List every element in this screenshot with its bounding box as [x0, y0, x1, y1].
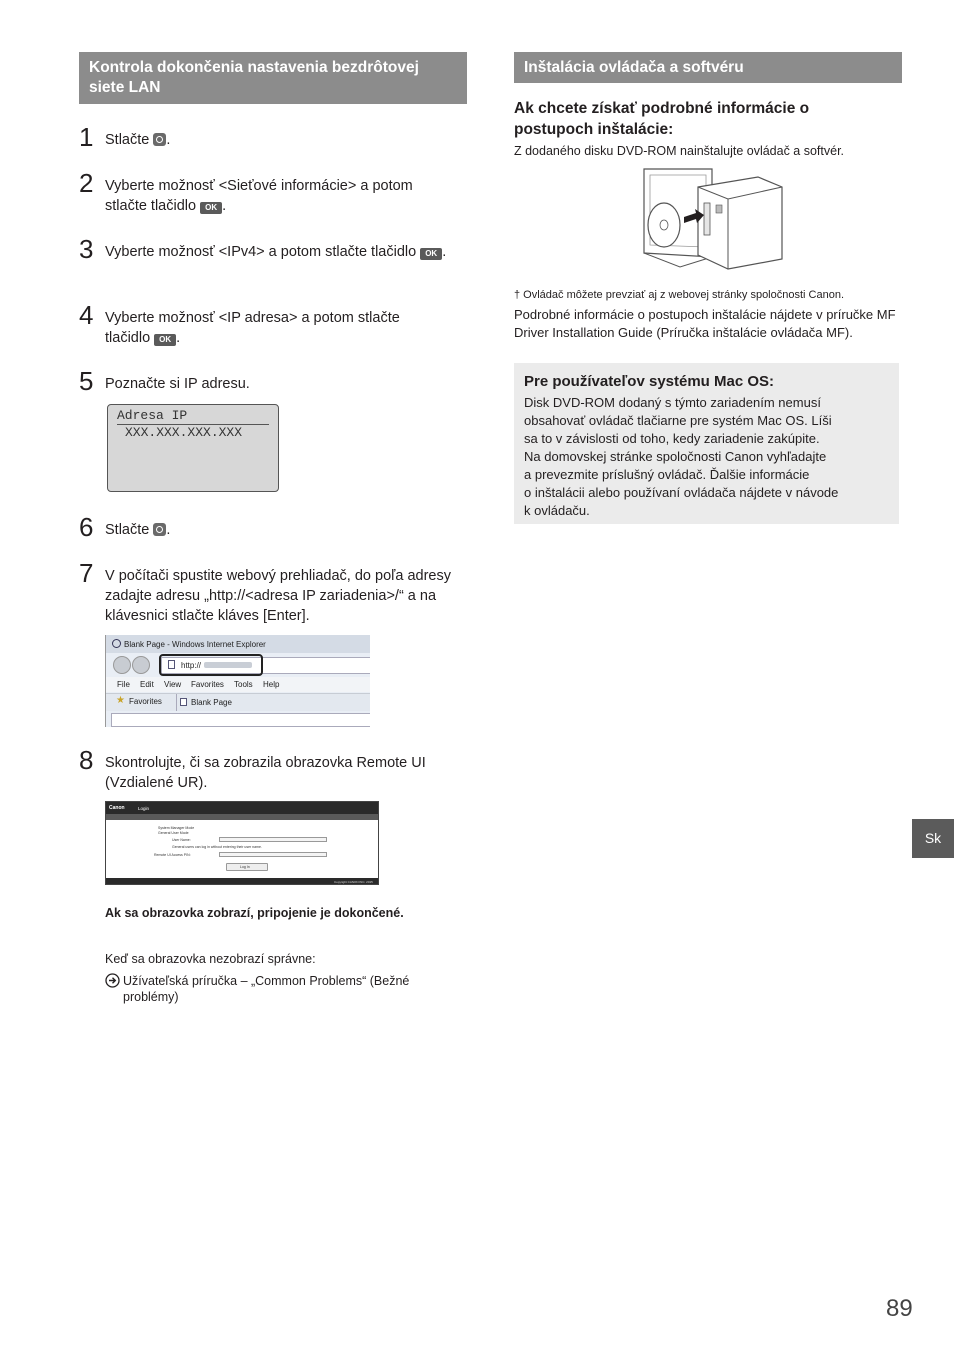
rui-user-name-field[interactable] — [219, 837, 327, 842]
lcd-line-2: XXX.XXX.XXX.XXX — [125, 425, 243, 440]
mac-os-line-6: o inštalácii alebo používaní ovládača nájdete v návode — [524, 485, 839, 500]
rui-copyright: Copyright CANON INC. 2015 — [334, 880, 373, 884]
ok-key-icon: OK — [200, 202, 222, 214]
dvd-install-illustration — [640, 165, 790, 270]
reference-arrow-icon — [105, 973, 120, 988]
step-number-8: 8 — [79, 745, 94, 775]
rui-mode-general-user: General User Mode — [158, 831, 189, 835]
step-number-5: 5 — [79, 366, 94, 396]
rui-logo: Canon — [109, 805, 125, 811]
step-text-5: Poznačte si IP adresu. — [105, 376, 250, 392]
installation-guide-text: Podrobné informácie o postupoch inštalácie nájdete v príručke MF Driver Installation Guide (Príručka inštalácie ovládača MF). — [514, 307, 896, 340]
browser-title: Blank Page - Windows Internet Explorer — [124, 640, 266, 649]
page-number: 89 — [886, 1295, 913, 1322]
rui-pin-label: Remote UI Access PIN: — [154, 853, 191, 857]
rui-pin-field[interactable] — [219, 852, 327, 857]
mac-os-title: Pre používateľov systému Mac OS: — [524, 373, 775, 390]
lcd-display — [107, 404, 279, 492]
mac-os-line-3: sa to v závislosti od toho, kedy zariadenie zakúpite. — [524, 431, 820, 446]
fail-intro: Keď sa obrazovka nezobrazí správne: — [105, 952, 316, 966]
section-heading-driver-install: Inštalácia ovládača a softvéru — [514, 52, 902, 83]
menu-view[interactable]: View — [164, 680, 182, 689]
ok-key-icon: OK — [154, 334, 176, 346]
rui-title: Login — [138, 806, 150, 811]
rui-subheader — [106, 814, 378, 820]
home-key-icon — [153, 133, 166, 146]
menu-tools[interactable]: Tools — [234, 680, 253, 689]
step-text-2: Vyberte možnosť <Sieťové informácie> a potom stlačte tlačidlo OK . — [105, 178, 413, 214]
success-message: Ak sa obrazovka zobrazí, pripojenie je dokončené. — [105, 906, 404, 920]
step-number-6: 6 — [79, 512, 94, 542]
browser-screenshot — [105, 635, 370, 727]
step-number-3: 3 — [79, 234, 94, 264]
address-highlight — [159, 654, 263, 676]
section-heading-wireless-lan: Kontrola dokončenia nastavenia bezdrôtovej siete LAN — [79, 52, 467, 104]
tab-page-icon — [180, 698, 187, 706]
rui-mode-system-manager: System Manager Mode — [158, 826, 195, 830]
menu-edit[interactable]: Edit — [140, 680, 154, 689]
step-number-7: 7 — [79, 558, 94, 588]
step-text-3: Vyberte možnosť <IPv4> a potom stlačte tlačidlo OK . — [105, 244, 447, 260]
tab-label: Blank Page — [191, 698, 232, 707]
install-subheading: Ak chcete získať podrobné informácie o postupoch inštalácie: — [514, 100, 810, 138]
browser-content — [111, 713, 370, 727]
rui-login-label: Log In — [240, 865, 250, 869]
back-button[interactable] — [113, 656, 131, 674]
remote-ui-screenshot — [105, 801, 379, 885]
menu-file[interactable]: File — [117, 680, 130, 689]
mac-os-line-7: k ovládaču. — [524, 503, 590, 518]
step-text-6: Stlačte . — [105, 522, 171, 538]
step-text-4: Vyberte možnosť <IP adresa> a potom stlačte tlačidlo OK . — [105, 310, 400, 346]
rui-user-name-label: User Name: — [172, 838, 191, 842]
forward-button[interactable] — [132, 656, 150, 674]
language-tab: Sk — [912, 819, 954, 858]
star-icon: ★ — [116, 695, 125, 706]
menu-favorites[interactable]: Favorites — [191, 680, 224, 689]
step-text-8: Skontrolujte, či sa zobrazila obrazovka Remote UI (Vzdialené UR). — [105, 755, 426, 791]
mac-os-line-1: Disk DVD-ROM dodaný s týmto zariadením nemusí — [524, 395, 821, 410]
step-text-1: Stlačte . — [105, 132, 171, 148]
menu-help[interactable]: Help — [263, 680, 280, 689]
ok-key-icon: OK — [420, 248, 442, 260]
mac-os-line-2: obsahovať ovládač tlačiarne pre systém Mac OS. Líši — [524, 413, 832, 428]
favorites-button[interactable]: Favorites — [129, 697, 162, 706]
step-text-7: V počítači spustite webový prehliadač, do poľa adresy zadajte adresu „http://<adresa IP zariadenia>/“ a na klávesnici stlačte kláves [Enter]. — [105, 568, 451, 624]
mac-os-box — [514, 363, 899, 524]
step-number-4: 4 — [79, 300, 94, 330]
home-key-icon — [153, 523, 166, 536]
step-number-2: 2 — [79, 168, 94, 198]
download-footnote: † Ovládač môžete prevziať aj z webovej stránky spoločnosti Canon. — [514, 289, 845, 301]
lcd-line-1: Adresa IP — [117, 408, 269, 425]
step-number-1: 1 — [79, 122, 94, 152]
ie-icon — [112, 639, 121, 648]
address-text: http:// — [181, 661, 202, 670]
install-intro: Z dodaného disku DVD-ROM nainštalujte ovládač a softvér. — [514, 144, 845, 158]
fail-reference: Užívateľská príručka – „Common Problems“ (Bežné problémy) — [123, 974, 410, 1004]
mac-os-line-4: Na domovskej stránke spoločnosti Canon vyhľadajte — [524, 449, 827, 464]
rui-note: General users can log in without entering their user name. — [172, 845, 262, 849]
mac-os-line-5: a prevezmite príslušný ovládač. Ďalšie informácie — [524, 467, 810, 482]
